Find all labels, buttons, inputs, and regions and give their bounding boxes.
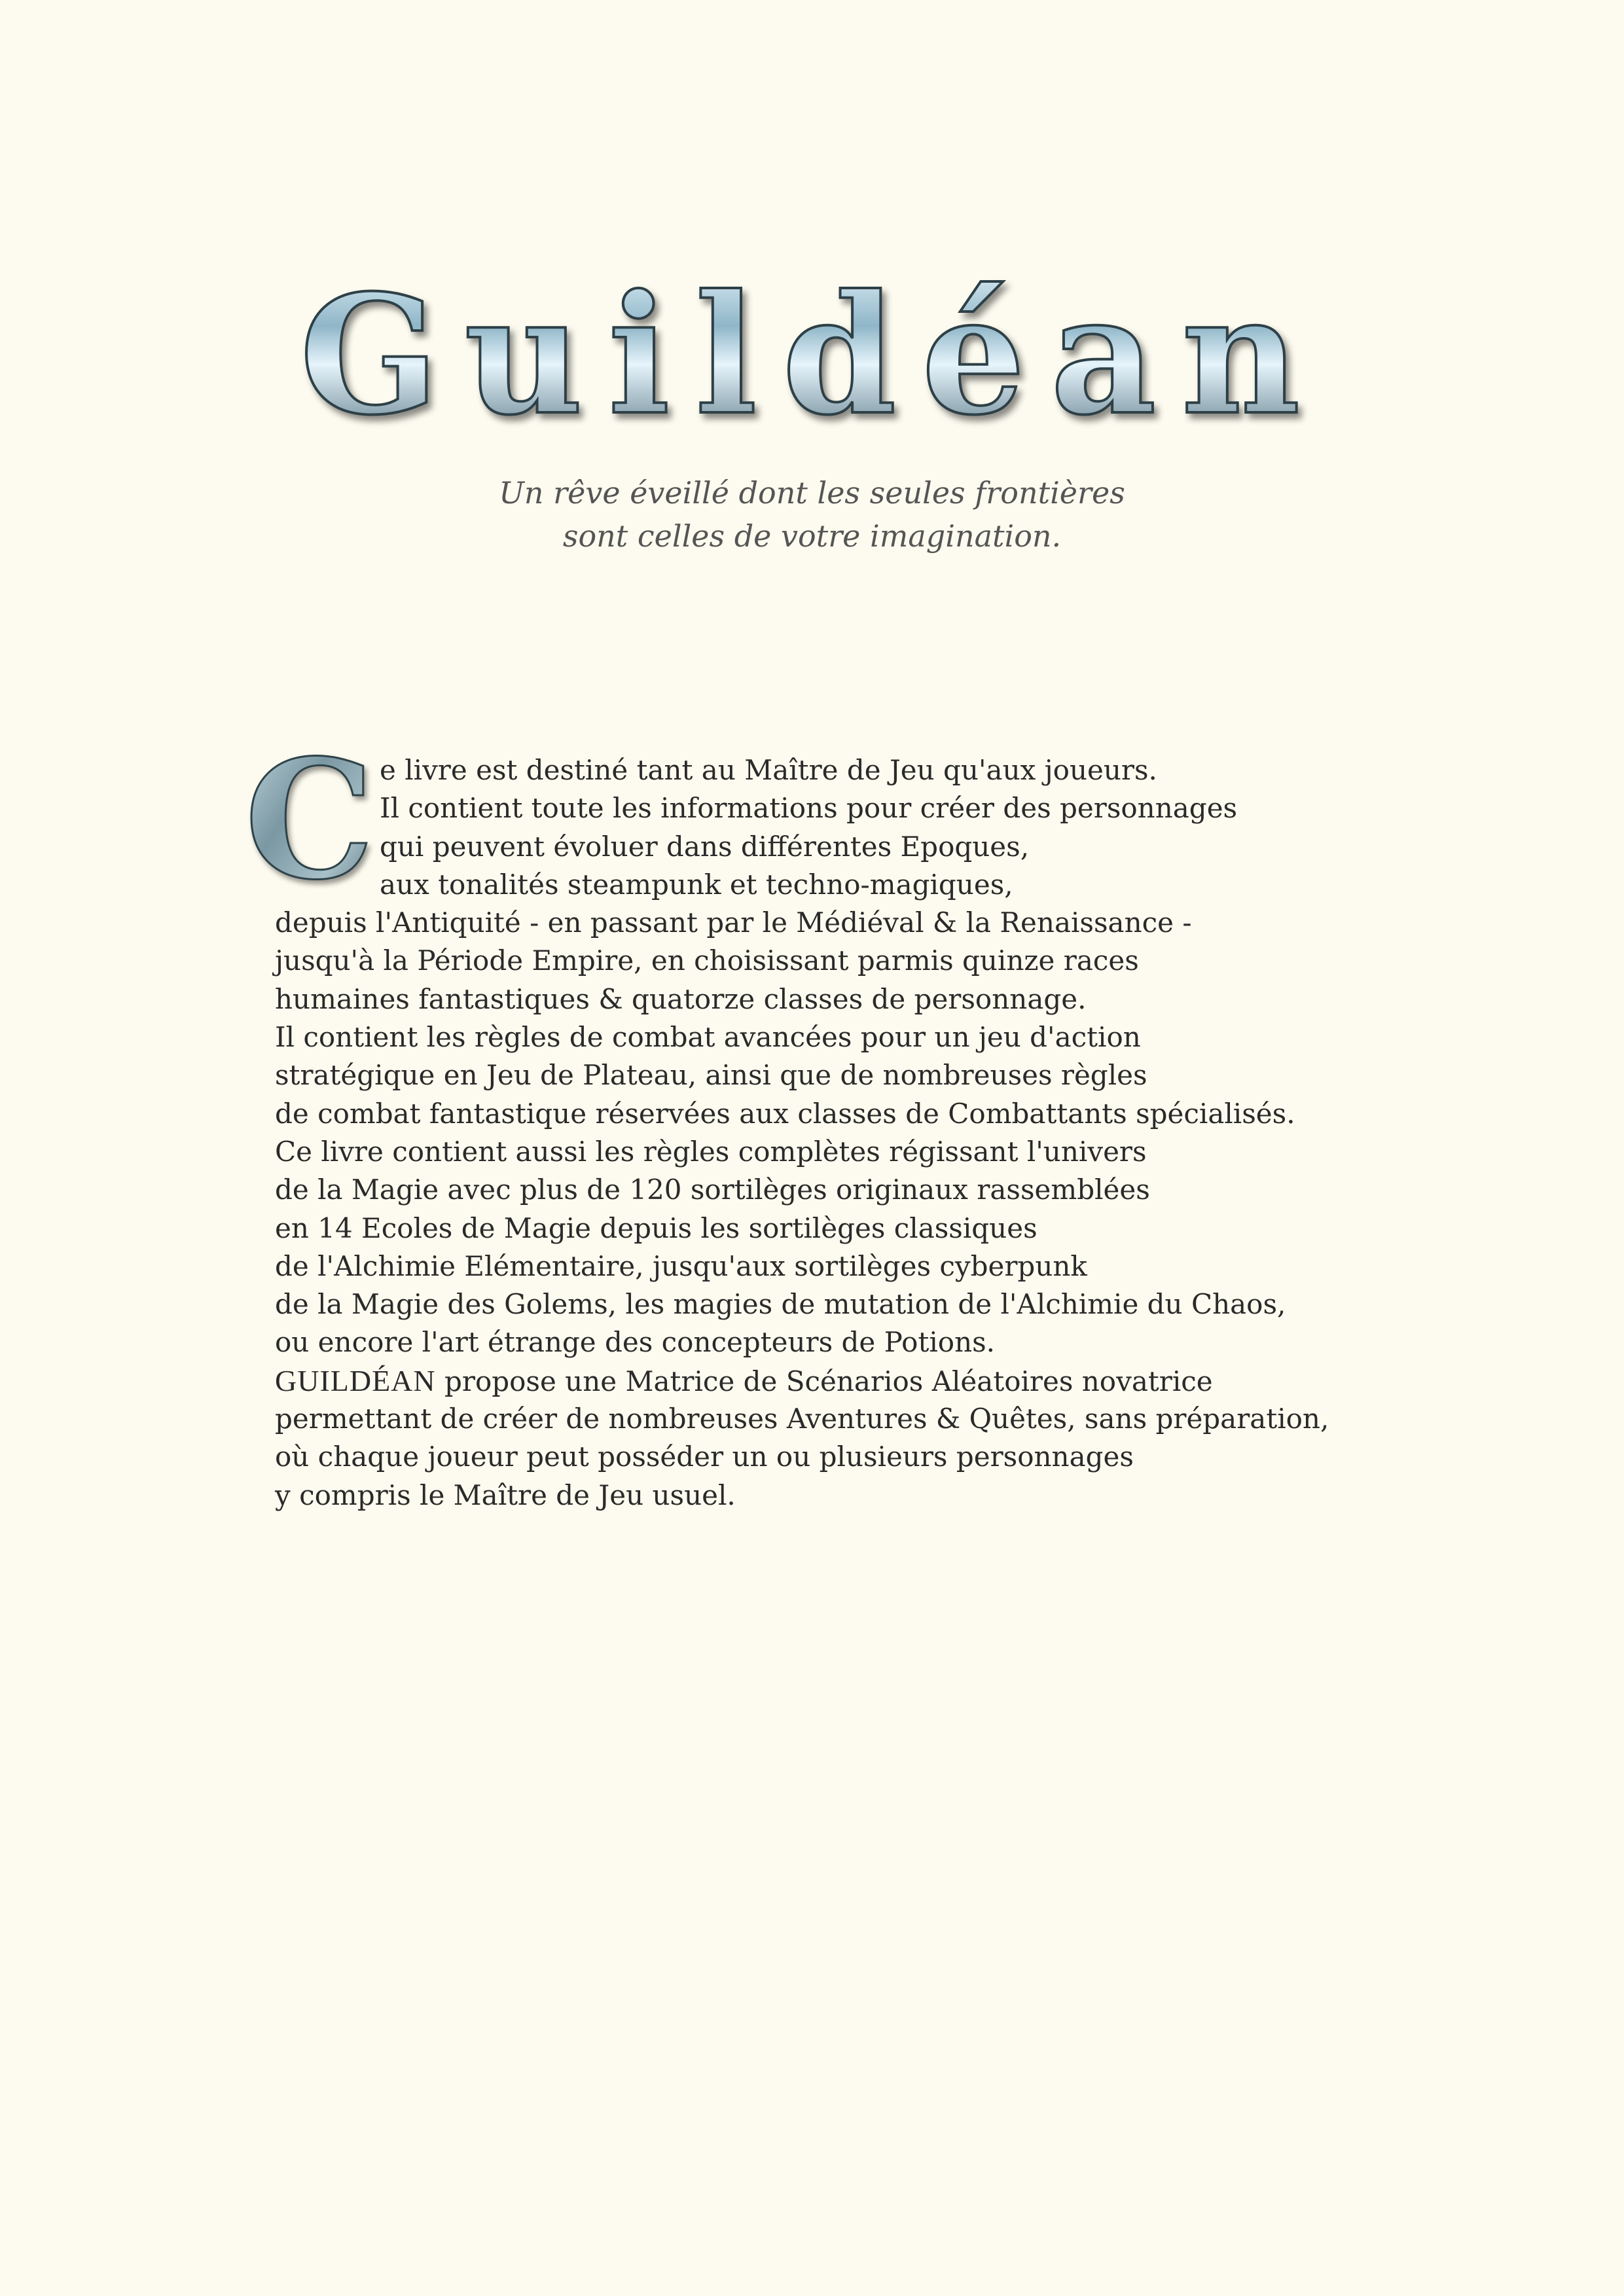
body-line: depuis l'Antiquité - en passant par le Médiéval & la Renaissance - [275, 906, 1192, 939]
body-line: en 14 Ecoles de Magie depuis les sortilèges classiques [275, 1211, 1038, 1244]
drop-cap-letter: C [244, 723, 375, 916]
body-line: stratégique en Jeu de Plateau, ainsi que de nombreuses règles [275, 1059, 1147, 1092]
body-line: humaines fantastiques & quatorze classes de personnage. [275, 982, 1087, 1015]
body-line: permettant de créer de nombreuses Aventures & Quêtes, sans préparation, [275, 1403, 1329, 1435]
body-line: de combat fantastique réservées aux classes de Combattants spécialisés. [275, 1097, 1295, 1130]
tagline-line-1: Un rêve éveillé dont les seules frontières [499, 475, 1125, 511]
title-logo-graphic [299, 249, 1325, 451]
body-line: qui peuvent évoluer dans différentes Epoques, [380, 830, 1030, 863]
body-line: Il contient les règles de combat avancées pour un jeu d'action [275, 1021, 1141, 1054]
body-line: de la Magie avec plus de 120 sortilèges originaux rassemblées [275, 1174, 1150, 1206]
body-line: e livre est destiné tant au Maître de Jeu qu'aux joueurs. [380, 754, 1157, 786]
title-text: Guildéan [299, 259, 1325, 451]
body-line: ou encore l'art étrange des concepteurs de Potions. [275, 1326, 996, 1359]
body-line: de la Magie des Golems, les magies de mutation de l'Alchimie du Chaos, [275, 1288, 1286, 1321]
body-line: aux tonalités steampunk et techno-magiques, [380, 868, 1013, 901]
brand-line-text: propose une Matrice de Scénarios Aléatoires novatrice [444, 1365, 1213, 1397]
tagline [0, 471, 1624, 558]
body-text [275, 751, 1519, 1515]
body-line-brand [275, 1362, 1519, 1400]
body-line: jusqu'à la Période Empire, en choisissant parmis quinze races [275, 944, 1139, 977]
title-logo [0, 249, 1624, 465]
body-line: Il contient toute les informations pour créer des personnages [380, 792, 1238, 825]
tagline-line-2: sont celles de votre imagination. [562, 518, 1062, 554]
brand-name: GUILDÉAN [275, 1363, 436, 1397]
body-line: où chaque joueur peut posséder un ou plusieurs personnages [275, 1441, 1134, 1473]
body-line: Ce livre contient aussi les règles complètes régissant l'univers [275, 1135, 1147, 1168]
body-line: y compris le Maître de Jeu usuel. [275, 1479, 736, 1511]
body-line: de l'Alchimie Elémentaire, jusqu'aux sortilèges cyberpunk [275, 1249, 1087, 1282]
